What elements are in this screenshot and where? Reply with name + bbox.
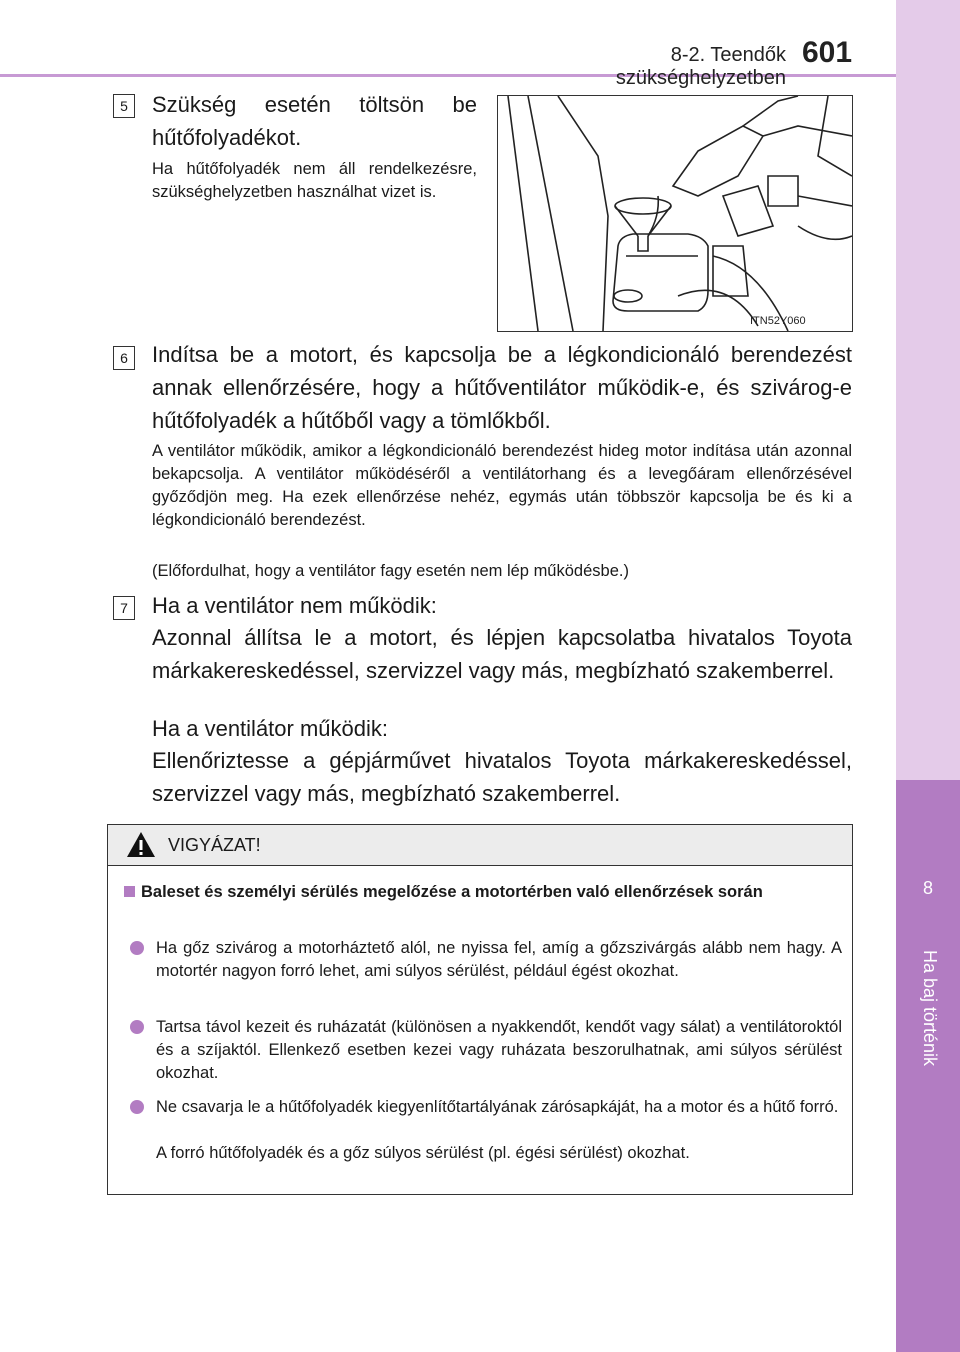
- warning-bullet-2-text: Tartsa távol kezeit és ruházatát (különösen a nyakkendőt, kendőt vagy sálat) a ventilátoroktól és a szíjaktól. Ellenkező esetben kezei vagy ruházata beszorulhatnak, ami súlyos sérülést okozhat.: [156, 1018, 842, 1082]
- step-7-line1: Ha a ventilátor nem működik:: [152, 593, 437, 618]
- round-bullet-icon: [130, 1020, 144, 1034]
- step-number-7: 7: [113, 596, 135, 620]
- chapter-title: Ha baj történik: [920, 950, 940, 1067]
- step-5-note: Ha hűtőfolyadék nem áll rendelkezésre, szükséghelyzetben használhat vizet is.: [152, 160, 477, 201]
- step-7-line3: Ha a ventilátor működik:: [152, 716, 388, 741]
- round-bullet-icon: [130, 1100, 144, 1114]
- step-number-5: 5: [113, 94, 135, 118]
- warning-heading: [124, 881, 836, 904]
- engine-bay-drawing: [498, 96, 852, 331]
- warning-box: [107, 824, 853, 1195]
- warning-bullet-2: [130, 1016, 842, 1088]
- step-6-text: Indítsa be a motort, és kapcsolja be a légkondicionáló berendezést annak ellenőrzésére, hogy a hűtőventilátor működik-e, és szivárog-e hűtőfolyadék a hűtőből vagy a tömlőkből.: [152, 342, 852, 433]
- step-7-line2: Azonnal állítsa le a motort, és lépjen kapcsolatba hivatalos Toyota márkakereskedéssel, szervizzel vagy más, megbízható szakemberrel.: [152, 625, 852, 683]
- step-5-text: Szükség esetén töltsön be hűtőfolyadékot.: [152, 92, 477, 150]
- section-title: 8-2. Teendők szükséghelyzetben: [615, 44, 786, 89]
- round-bullet-icon: [130, 941, 144, 955]
- coolant-refill-illustration: [497, 95, 853, 332]
- warning-bullet-3: [130, 1096, 842, 1168]
- warning-triangle-icon: [126, 831, 156, 858]
- warning-heading-text: Baleset és személyi sérülés megelőzése a motortérben való ellenőrzések során: [141, 883, 763, 901]
- step-7-line4: Ellenőriztesse a gépjárművet hivatalos Toyota márkakereskedéssel, szervizzel vagy más, megbízható szakemberrel.: [152, 748, 852, 806]
- warning-title: VIGYÁZAT!: [168, 835, 261, 855]
- step-6-note2: (Előfordulhat, hogy a ventilátor fagy esetén nem lép működésbe.): [152, 562, 629, 580]
- page-number: 601: [802, 36, 853, 69]
- step-number-6: 6: [113, 346, 135, 370]
- warning-bullet-1: [130, 937, 842, 1009]
- step-6-note: A ventilátor működik, amikor a légkondicionáló berendezést hideg motor indítása után azonnal bekapcsolja. A ventilátor működéséről a ventilátorhang és a levegőáram ellenőrzésével győződjön meg. Ha ezek ellenőrzése nehéz, egymás után többször kapcsolja be és ki a légkondicionáló berendezést.: [152, 442, 852, 529]
- warning-bullet-1-text: Ha gőz szivárog a motorháztető alól, ne nyissa fel, amíg a gőzszivárgás alább nem hagy. A motortér nagyon forró lehet, ami súlyos sérülést, például égést okozhat.: [156, 939, 842, 980]
- figure-code: ITN52Y060: [750, 315, 806, 327]
- warning-bullet-3-line2: A forró hűtőfolyadék és a gőz súlyos sérülést (pl. égési sérülést) okozhat.: [156, 1144, 690, 1162]
- chapter-number: 8: [922, 878, 933, 898]
- square-bullet-icon: [124, 886, 135, 897]
- warning-header: [108, 825, 852, 866]
- warning-bullet-3-text: Ne csavarja le a hűtőfolyadék kiegyenlítőtartályának zárósapkáját, ha a motor és a hűtő forró.: [156, 1098, 839, 1116]
- side-tab-upper: [896, 0, 960, 780]
